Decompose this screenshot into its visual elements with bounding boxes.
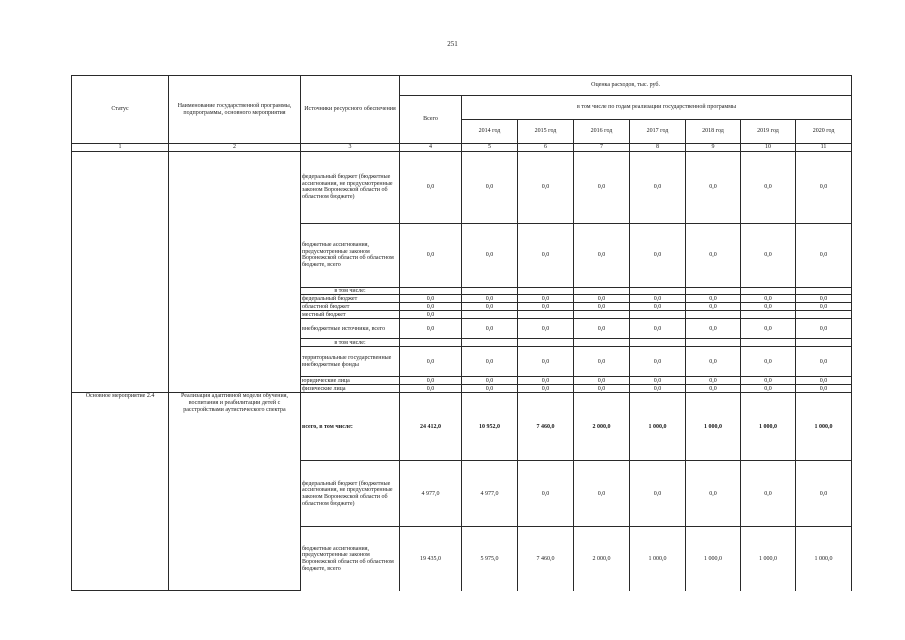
year-cell: 2016 год: [574, 120, 630, 144]
value-cell: 0,0: [796, 461, 852, 527]
value-cell: 0,0: [686, 377, 741, 385]
value-cell: 0,0: [741, 377, 796, 385]
value-cell: 0,0: [686, 223, 741, 287]
value-cell: 0,0: [630, 223, 686, 287]
value-cell: 0,0: [462, 295, 518, 303]
header-sources: Источники ресурсного обеспечения: [301, 76, 400, 144]
value-cell: 0,0: [518, 303, 574, 311]
table-row: [72, 151, 852, 223]
value-cell: 1 000,0: [741, 527, 796, 591]
value-cell: 0,0: [630, 319, 686, 339]
header-total: Всего: [400, 96, 462, 144]
value-cell: 1 000,0: [686, 393, 741, 461]
value-cell: 19 435,0: [400, 527, 462, 591]
col-number: 5: [462, 144, 518, 152]
value-cell: [400, 339, 462, 347]
col-number: 9: [686, 144, 741, 152]
value-cell: 0,0: [574, 385, 630, 393]
value-cell: 0,0: [741, 347, 796, 377]
expense-table: [71, 75, 852, 591]
col-number: 3: [301, 144, 400, 152]
header-by-years: в том числе по годам реализации государственной программы: [462, 96, 852, 120]
status-cell-empty: [72, 151, 169, 393]
value-cell: 0,0: [686, 319, 741, 339]
value-cell: 0,0: [400, 303, 462, 311]
source-cell: федеральный бюджет (бюджетные ассигнования, не предусмотренные законом Воронежской области об областном бюджете): [301, 151, 400, 223]
value-cell: 0,0: [400, 223, 462, 287]
value-cell: 0,0: [796, 319, 852, 339]
source-cell: федеральный бюджет (бюджетные ассигнования, не предусмотренные законом Воронежской области об областном бюджете): [301, 461, 400, 527]
value-cell: 0,0: [462, 377, 518, 385]
value-cell: 1 000,0: [796, 393, 852, 461]
value-cell: 0,0: [686, 303, 741, 311]
name-cell-empty: [169, 151, 301, 393]
value-cell: 0,0: [462, 303, 518, 311]
source-cell: всего, в том числе:: [301, 393, 400, 461]
value-cell: 0,0: [462, 385, 518, 393]
measure-name: Реализация адаптивной модели обучения, воспитания и реабилитации детей с расстройствами аутистического спектра: [169, 393, 301, 591]
col-number: 10: [741, 144, 796, 152]
value-cell: 0,0: [796, 295, 852, 303]
value-cell: 5 975,0: [462, 527, 518, 591]
value-cell: 0,0: [796, 347, 852, 377]
value-cell: 0,0: [400, 319, 462, 339]
column-numbers-row: [72, 144, 852, 152]
value-cell: 10 952,0: [462, 393, 518, 461]
value-cell: 7 460,0: [518, 527, 574, 591]
value-cell: 0,0: [686, 347, 741, 377]
value-cell: 0,0: [796, 223, 852, 287]
value-cell: [462, 287, 518, 295]
value-cell: 2 000,0: [574, 527, 630, 591]
source-cell: областной бюджет: [301, 303, 400, 311]
value-cell: 0,0: [630, 295, 686, 303]
table-row: [72, 393, 852, 461]
value-cell: 0,0: [574, 151, 630, 223]
value-cell: 0,0: [462, 347, 518, 377]
value-cell: 0,0: [630, 303, 686, 311]
value-cell: [686, 339, 741, 347]
value-cell: 0,0: [574, 347, 630, 377]
value-cell: 0,0: [462, 223, 518, 287]
value-cell: 1 000,0: [741, 393, 796, 461]
value-cell: 0,0: [518, 151, 574, 223]
value-cell: 0,0: [630, 461, 686, 527]
source-cell: физические лица: [301, 385, 400, 393]
value-cell: 0,0: [574, 319, 630, 339]
value-cell: [796, 339, 852, 347]
value-cell: [574, 311, 630, 319]
col-number: 7: [574, 144, 630, 152]
value-cell: 0,0: [518, 319, 574, 339]
value-cell: 0,0: [574, 223, 630, 287]
value-cell: 0,0: [796, 151, 852, 223]
value-cell: 0,0: [686, 295, 741, 303]
year-cell: 2017 год: [630, 120, 686, 144]
page-number: 251: [447, 40, 458, 48]
value-cell: 0,0: [400, 377, 462, 385]
source-cell: внебюджетные источники, всего: [301, 319, 400, 339]
measure-status: Основное мероприятие 2.4: [72, 393, 169, 591]
value-cell: [574, 339, 630, 347]
year-cell: 2020 год: [796, 120, 852, 144]
header-name: Наименование государственной программы, подпрограммы, основного мероприятия: [169, 76, 301, 144]
value-cell: [462, 311, 518, 319]
header-status: Статус: [72, 76, 169, 144]
value-cell: 0,0: [574, 461, 630, 527]
value-cell: 1 000,0: [796, 527, 852, 591]
value-cell: [741, 287, 796, 295]
value-cell: 0,0: [400, 151, 462, 223]
value-cell: 0,0: [574, 303, 630, 311]
value-cell: 4 977,0: [400, 461, 462, 527]
value-cell: 0,0: [400, 311, 462, 319]
value-cell: 0,0: [741, 461, 796, 527]
value-cell: 0,0: [796, 385, 852, 393]
value-cell: 0,0: [796, 303, 852, 311]
value-cell: 0,0: [462, 319, 518, 339]
value-cell: 0,0: [518, 385, 574, 393]
value-cell: [574, 287, 630, 295]
year-cell: 2015 год: [518, 120, 574, 144]
value-cell: 0,0: [518, 377, 574, 385]
value-cell: [630, 311, 686, 319]
value-cell: [686, 287, 741, 295]
value-cell: 1 000,0: [630, 393, 686, 461]
value-cell: [400, 287, 462, 295]
value-cell: 0,0: [796, 377, 852, 385]
value-cell: 0,0: [574, 377, 630, 385]
value-cell: 0,0: [400, 385, 462, 393]
value-cell: [741, 339, 796, 347]
source-cell: бюджетные ассигнования, предусмотренные законом Воронежской области об областном бюджете, всего: [301, 223, 400, 287]
col-number: 11: [796, 144, 852, 152]
value-cell: 0,0: [630, 377, 686, 385]
value-cell: 0,0: [400, 347, 462, 377]
value-cell: 0,0: [686, 461, 741, 527]
year-cell: 2014 год: [462, 120, 518, 144]
col-number: 8: [630, 144, 686, 152]
value-cell: 1 000,0: [630, 527, 686, 591]
value-cell: 0,0: [741, 385, 796, 393]
value-cell: 1 000,0: [686, 527, 741, 591]
value-cell: 2 000,0: [574, 393, 630, 461]
source-cell: федеральный бюджет: [301, 295, 400, 303]
value-cell: 0,0: [630, 347, 686, 377]
value-cell: [518, 287, 574, 295]
source-cell: местный бюджет: [301, 311, 400, 319]
value-cell: 0,0: [741, 151, 796, 223]
value-cell: 0,0: [741, 303, 796, 311]
value-cell: [630, 339, 686, 347]
value-cell: 24 412,0: [400, 393, 462, 461]
year-cell: 2018 год: [686, 120, 741, 144]
value-cell: 0,0: [518, 461, 574, 527]
value-cell: [630, 287, 686, 295]
value-cell: 0,0: [686, 151, 741, 223]
year-cell: 2019 год: [741, 120, 796, 144]
value-cell: [518, 339, 574, 347]
value-cell: 0,0: [462, 151, 518, 223]
value-cell: 7 460,0: [518, 393, 574, 461]
source-cell: бюджетные ассигнования, предусмотренные законом Воронежской области об областном бюджете, всего: [301, 527, 400, 591]
source-cell: в том числе:: [301, 339, 400, 347]
value-cell: 0,0: [574, 295, 630, 303]
value-cell: 0,0: [741, 223, 796, 287]
value-cell: 4 977,0: [462, 461, 518, 527]
value-cell: 0,0: [686, 385, 741, 393]
col-number: 2: [169, 144, 301, 152]
value-cell: 0,0: [518, 347, 574, 377]
col-number: 4: [400, 144, 462, 152]
value-cell: 0,0: [400, 295, 462, 303]
value-cell: [741, 311, 796, 319]
source-cell: в том числе:: [301, 287, 400, 295]
value-cell: 0,0: [630, 385, 686, 393]
value-cell: 0,0: [518, 223, 574, 287]
value-cell: 0,0: [630, 151, 686, 223]
source-cell: территориальные государственные внебюджетные фонды: [301, 347, 400, 377]
value-cell: 0,0: [741, 295, 796, 303]
value-cell: [796, 311, 852, 319]
source-cell: юридические лица: [301, 377, 400, 385]
value-cell: [686, 311, 741, 319]
value-cell: 0,0: [518, 295, 574, 303]
value-cell: [518, 311, 574, 319]
value-cell: [462, 339, 518, 347]
col-number: 1: [72, 144, 169, 152]
header-estimate: Оценка расходов, тыс. руб.: [400, 76, 852, 96]
col-number: 6: [518, 144, 574, 152]
value-cell: 0,0: [741, 319, 796, 339]
value-cell: [796, 287, 852, 295]
